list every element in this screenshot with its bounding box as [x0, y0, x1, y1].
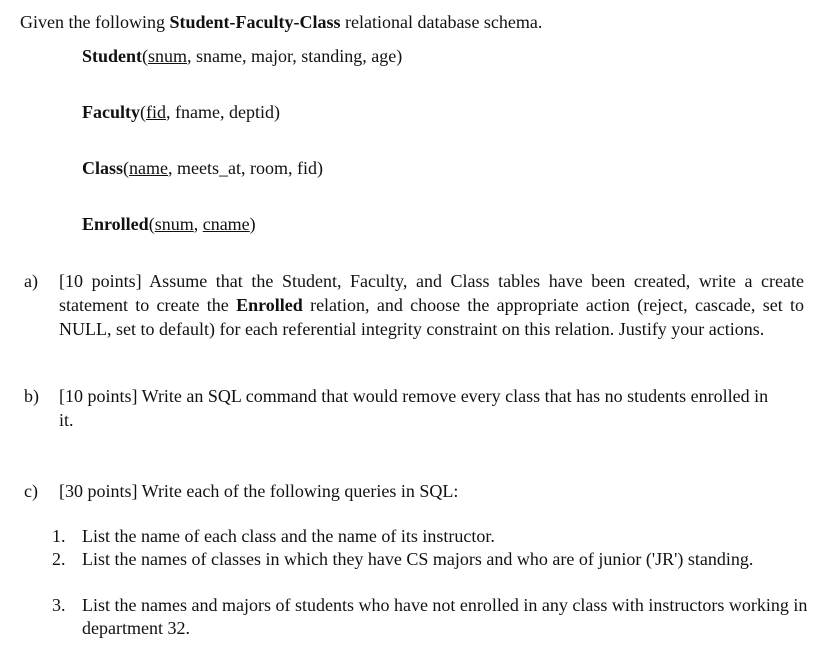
- schema-enrolled-sep: ,: [193, 214, 203, 234]
- list-item-text: List the names of classes in which they have CS majors and who are of junior ('JR') standing.: [82, 549, 754, 569]
- question-a-text-part1: [10 points] Assume that the Student, Faculty, and Class tables have been created, write a create statement to create the: [59, 271, 804, 315]
- schema-enrolled-open: (: [148, 214, 155, 234]
- schema-faculty-open: (: [140, 102, 146, 122]
- list-item-number: 2.: [52, 549, 66, 569]
- question-a-label: a): [24, 271, 38, 291]
- schema-class: [82, 158, 323, 179]
- schema-faculty-name: Faculty: [82, 102, 140, 122]
- question-a-text-part2: relation, and choose the appropriate action (reject, cascade, set to NULL, set to default) for each referential integrity constraint on this relation. Justify your actions.: [59, 295, 804, 339]
- intro-suffix: relational database schema.: [340, 12, 543, 32]
- question-c: [24, 479, 804, 503]
- schema-faculty: [82, 102, 280, 123]
- list-item-number: 1.: [52, 526, 66, 546]
- question-a-text: [59, 269, 804, 341]
- schema-faculty-rest: , fname, deptid): [166, 102, 280, 122]
- list-item-text: List the name of each class and the name of its instructor.: [82, 526, 495, 546]
- list-item: [52, 548, 812, 571]
- schema-class-rest: , meets_at, room, fid): [168, 158, 323, 178]
- question-a-bold: Enrolled: [236, 295, 303, 315]
- list-item-text: List the names and majors of students who have not enrolled in any class with instructors working in department 32.: [82, 595, 808, 638]
- schema-student-rest: , sname, major, standing, age): [187, 46, 403, 66]
- intro-line: [20, 12, 542, 33]
- schema-faculty-key: fid: [146, 102, 166, 122]
- schema-class-name: Class: [82, 158, 124, 178]
- list-item: [52, 594, 812, 640]
- schema-class-key: name: [129, 158, 168, 178]
- schema-enrolled: [82, 214, 256, 235]
- list-item: [52, 525, 812, 548]
- list-item-number: 3.: [52, 595, 66, 615]
- schema-class-open: (: [123, 158, 130, 178]
- question-b-text: [10 points] Write an SQL command that would remove every class that has no students enrolled in it.: [59, 386, 769, 430]
- question-b-label: b): [24, 386, 39, 406]
- schema-student-open: (: [142, 46, 149, 66]
- question-a: [24, 269, 804, 341]
- intro-bold: Student-Faculty-Class: [169, 12, 341, 32]
- schema-enrolled-name: Enrolled: [82, 214, 149, 234]
- question-b: [24, 384, 804, 432]
- schema-student-name: Student: [82, 46, 143, 66]
- question-c-text: [30 points] Write each of the following queries in SQL:: [59, 481, 459, 501]
- schema-enrolled-key2: cname: [202, 214, 250, 234]
- schema-enrolled-close: ): [249, 214, 256, 234]
- question-c-label: c): [24, 481, 38, 501]
- intro-prefix: Given the following: [20, 12, 170, 32]
- schema-enrolled-key: snum: [154, 214, 194, 234]
- schema-student: [82, 46, 402, 67]
- schema-student-key: snum: [148, 46, 188, 66]
